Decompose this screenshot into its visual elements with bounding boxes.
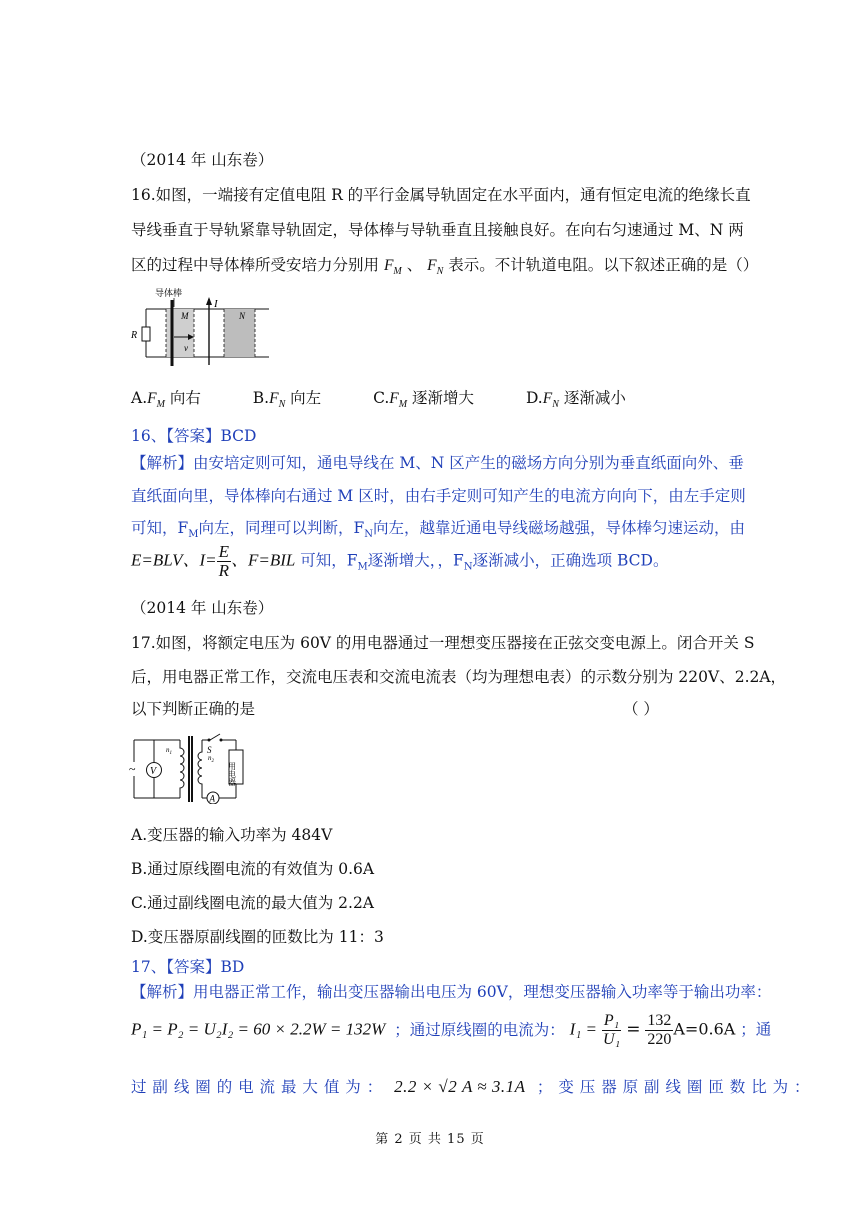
q16-explanation-line4: E=BLV、I= $\frac{E}{R}$ 、F=BIL 可知，$F_M$逐渐增大，，$F_N$逐渐减小，正确选项 BCD。 — [131, 542, 669, 580]
fraction-P1-U1: $\frac{\text{P₁}}{\text{U₁}}$ — [603, 1012, 621, 1048]
svg-text:用电器: 用电器 — [227, 762, 237, 786]
secondary-coil — [198, 740, 202, 798]
q17-explanation-line3: 过 副 线 圈 的 电 流 最 大 值 为 ： 2.2 × √2 A ≈ 3.1A ； 变 压 器 原 副 线 圈 匝 数 比 为 ： — [131, 1077, 811, 1096]
q16-circuit-figure — [128, 285, 298, 367]
q17-explanation-line1: 【解析】用电器正常工作，输出变压器输出电压为 60V，理想变压器输入功率等于输出功率： — [131, 983, 772, 1001]
q16-stem-line1: 16.如图，一端接有定值电阻 R 的平行金属导轨固定在水平面内，通有恒定电流的绝缘长直 — [131, 186, 751, 204]
q17-explanation-line2: P₁ = P₂ = U₂I₂ = 60 × 2.2W = 132W ；通过原线圈的电流为： I₁ = $\frac{\text{P₁}}{\text{U₁}}$ = $\frac{132}{220}$ A=0.6A ；通 — [131, 1012, 772, 1048]
svg-text:M: M — [181, 311, 189, 321]
answer-paren: （ ） — [623, 700, 659, 718]
svg-text:v: v — [184, 343, 188, 353]
primary-coil — [180, 740, 184, 798]
option-A: $A.F_M$ 向右 — [131, 389, 201, 410]
region-M — [166, 309, 194, 357]
force-FM: $F_M$ — [383, 257, 402, 277]
q16-answer: 16、【答案】BCD — [131, 427, 257, 445]
power-equation: P₁ = P₂ = U₂I₂ = 60 × 2.2W = 132W — [131, 1019, 386, 1039]
option-D: $D.F_N$ 逐渐减小 — [525, 389, 626, 410]
q17-stem-line2: 后，用电器正常工作，交流电压表和交流电流表（均为理想电表）的示数分别为 220V、2.2A， — [131, 668, 787, 686]
force-FN: $F_N$ — [427, 257, 444, 277]
q16-options — [131, 386, 626, 410]
svg-text:V: V — [150, 766, 157, 777]
q16-stem-line2: 导线垂直于导轨紧靠导轨固定，导体棒与导轨垂直且接触良好。在向右匀速通过 M、N 两 — [131, 221, 744, 239]
q17-stem-line3: 以下判断正确的是 （ ） — [131, 697, 255, 719]
q16-stem-line3: 区的过程中导体棒所受安培力分别用 $F_M$ 、 $F_N$ 表示。不计轨道电阻。以下叙述正确的是（） — [131, 256, 759, 277]
q17-option-D: D.变压器原副线圈的匝数比为 11：3 — [131, 928, 384, 946]
q16-explanation-line1: 【解析】由安培定则可知，通电导线在 M、N 区产生的磁场方向分别为垂直纸面向外、垂 — [131, 454, 744, 472]
q17-answer: 17、【答案】BD — [131, 958, 245, 976]
q17-stem-line1: 17.如图，将额定电压为 60V 的用电器通过一理想变压器接在正弦交变电源上。闭合开关 S — [131, 634, 755, 652]
q17-source: （2014 年 山东卷） — [131, 599, 274, 617]
resistor-symbol — [142, 327, 150, 341]
q17-option-A: A.变压器的输入功率为 484V — [131, 826, 333, 844]
option-B: $B.F_N$ 向左 — [252, 389, 322, 410]
option-C: $C.F_M$ 逐渐增大 — [373, 389, 475, 410]
q16-explanation-line3: 可知，$F_M$向左，同理可以判断，$F_N$向左，越靠近通电导线磁场越强，导体棒匀速运动，由 — [131, 519, 746, 540]
svg-text:n1: $n_1$ — [166, 746, 172, 756]
ac-source-symbol: ~ — [129, 762, 136, 776]
rod-label: 导体棒 — [155, 288, 183, 298]
fraction-132-220: $\frac{132}{220}$ — [647, 1012, 672, 1048]
svg-text:I: I — [214, 298, 218, 310]
q17-transformer-figure — [128, 732, 250, 804]
svg-text:R: R — [131, 330, 138, 341]
q16-explanation-line2: 直纸面向里，导体棒向右通过 M 区时，由右手定则可知产生的电流方向向下，由左手定则 — [131, 487, 746, 505]
q17-option-C: C.通过副线圈电流的最大值为 2.2A — [131, 894, 375, 912]
max-current-equation: 2.2 × √2 A ≈ 3.1A — [394, 1077, 526, 1096]
svg-text:N: N — [239, 311, 246, 321]
switch-S — [210, 734, 220, 740]
q16-source: （2014 年 山东卷） — [131, 151, 274, 169]
svg-text:S: S — [207, 745, 212, 755]
svg-text:n2: $n_2$ — [208, 754, 214, 764]
page-footer: 第 2 页 共 15 页 — [375, 1132, 485, 1147]
svg-text:A: A — [209, 793, 215, 804]
q17-option-B: B.通过原线圈电流的有效值为 0.6A — [131, 860, 375, 878]
